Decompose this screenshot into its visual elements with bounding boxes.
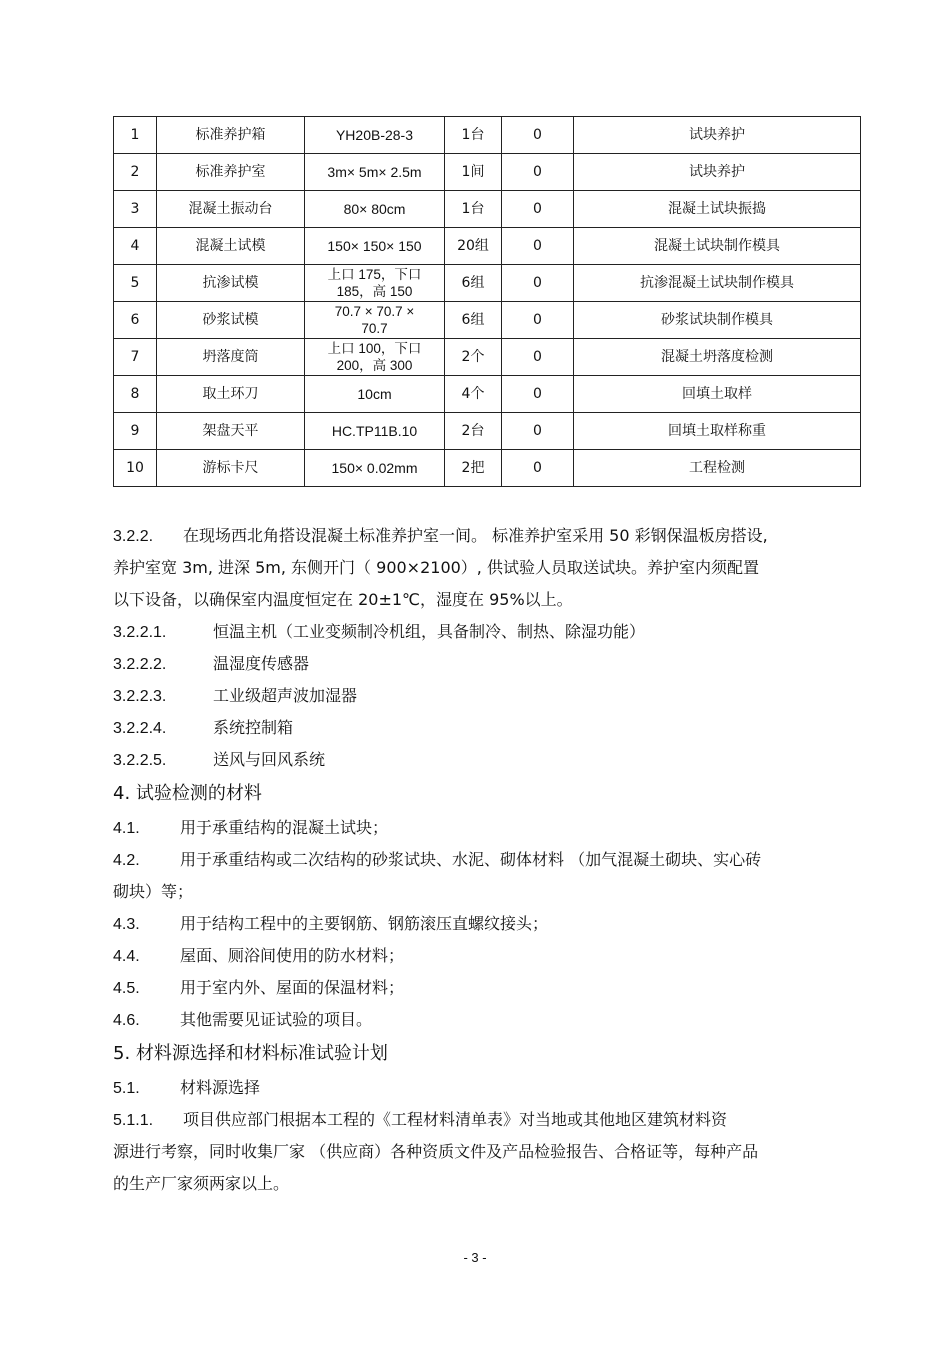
- cell-count: 0: [502, 413, 574, 450]
- table-row: [114, 117, 861, 154]
- cell-number: 8: [114, 376, 157, 413]
- cell-name: 混凝土振动台: [157, 191, 305, 228]
- cell-spec: [305, 450, 445, 487]
- cell-quantity: 4个: [445, 376, 502, 413]
- cell-use: 试块养护: [574, 117, 861, 154]
- cell-number: 5: [114, 265, 157, 302]
- table-row: [114, 228, 861, 265]
- cell-count: 0: [502, 376, 574, 413]
- cell-quantity: 1台: [445, 117, 502, 154]
- cell-spec: [305, 376, 445, 413]
- cell-spec: [305, 302, 445, 339]
- cell-count: 0: [502, 450, 574, 487]
- list-item: 3.2.2.4. 系统控制箱: [113, 718, 294, 737]
- cell-use: 回填土取样称重: [574, 413, 861, 450]
- list-item: 3.2.2.2. 温湿度传感器: [113, 654, 310, 673]
- spec-line: 150× 0.02mm: [331, 459, 418, 476]
- list-item: 4.6. 其他需要见证试验的项目。: [113, 1010, 373, 1029]
- cell-name: 游标卡尺: [157, 450, 305, 487]
- spec-line: 上口 100，下口: [327, 341, 422, 356]
- spec-line: 上口 175，下口: [327, 267, 422, 282]
- cell-quantity: 2台: [445, 413, 502, 450]
- cell-spec: [305, 154, 445, 191]
- equipment-table: [113, 116, 861, 487]
- spec-line: 70.7: [361, 321, 388, 336]
- cell-use: 混凝土试块制作模具: [574, 228, 861, 265]
- cell-count: 0: [502, 154, 574, 191]
- cell-quantity: 6组: [445, 302, 502, 339]
- spec-line: 10cm: [357, 385, 392, 402]
- cell-use: 试块养护: [574, 154, 861, 191]
- cell-spec: [305, 413, 445, 450]
- cell-name: 取土环刀: [157, 376, 305, 413]
- cell-count: 0: [502, 191, 574, 228]
- list-item: 3.2.2.5. 送风与回风系统: [113, 750, 326, 769]
- cell-spec: [305, 265, 445, 302]
- cell-quantity: 20组: [445, 228, 502, 265]
- list-item: 4.4. 屋面、厕浴间使用的防水材料；: [113, 946, 405, 965]
- cell-quantity: 1台: [445, 191, 502, 228]
- cell-use: 混凝土试块振捣: [574, 191, 861, 228]
- table-row: [114, 339, 861, 376]
- spec-line: 70.7 × 70.7 ×: [334, 304, 415, 319]
- spec-line: 3m× 5m× 2.5m: [327, 163, 422, 180]
- cell-spec: [305, 117, 445, 154]
- cell-number: 2: [114, 154, 157, 191]
- cell-name: 标准养护箱: [157, 117, 305, 154]
- cell-quantity: 2个: [445, 339, 502, 376]
- list-item-continuation: 的生产厂家须两家以上。: [113, 1174, 290, 1193]
- table-row: [114, 302, 861, 339]
- cell-quantity: 2把: [445, 450, 502, 487]
- cell-use: 砂浆试块制作模具: [574, 302, 861, 339]
- cell-count: 0: [502, 339, 574, 376]
- cell-use: 回填土取样: [574, 376, 861, 413]
- cell-count: 0: [502, 302, 574, 339]
- cell-number: 9: [114, 413, 157, 450]
- cell-count: 0: [502, 265, 574, 302]
- cell-use: 工程检测: [574, 450, 861, 487]
- cell-use: 混凝土坍落度检测: [574, 339, 861, 376]
- list-item: 3.2.2.3. 工业级超声波加湿器: [113, 686, 358, 705]
- cell-number: 4: [114, 228, 157, 265]
- section-heading: 4. 试验检测的材料: [113, 783, 262, 804]
- table-row: [114, 265, 861, 302]
- cell-count: 0: [502, 117, 574, 154]
- cell-quantity: 1间: [445, 154, 502, 191]
- list-item: 5.1.1. 项目供应部门根据本工程的《工程材料清单表》对当地或其他地区建筑材料资: [113, 1110, 728, 1129]
- cell-spec: [305, 339, 445, 376]
- cell-spec: [305, 191, 445, 228]
- cell-spec: [305, 228, 445, 265]
- cell-name: 砂浆试模: [157, 302, 305, 339]
- cell-use: 抗渗混凝土试块制作模具: [574, 265, 861, 302]
- spec-line: YH20B-28-3: [335, 126, 414, 143]
- cell-quantity: 6组: [445, 265, 502, 302]
- section-3-2-2: [113, 520, 853, 1200]
- list-item: 3.2.2.1. 恒温主机（工业变频制冷机组，具备制冷、制热、除湿功能）: [113, 622, 646, 641]
- cell-name: 坍落度筒: [157, 339, 305, 376]
- table-row: [114, 191, 861, 228]
- list-item: 4.2. 用于承重结构或二次结构的砂浆试块、水泥、砌体材料 （加气混凝土砌块、实心砖: [113, 850, 762, 869]
- cell-number: 6: [114, 302, 157, 339]
- list-item: 4.1. 用于承重结构的混凝土试块；: [113, 818, 389, 837]
- list-item: 5.1. 材料源选择: [113, 1078, 261, 1097]
- spec-line: 185，高 150: [336, 284, 413, 299]
- list-item: 4.3. 用于结构工程中的主要钢筋、钢筋滚压直螺纹接头；: [113, 914, 549, 933]
- table-row: [114, 413, 861, 450]
- cell-name: 混凝土试模: [157, 228, 305, 265]
- section-heading: 5. 材料源选择和材料标准试验计划: [113, 1043, 388, 1064]
- cell-name: 标准养护室: [157, 154, 305, 191]
- list-item-continuation: 源进行考察，同时收集厂家 （供应商）各种资质文件及产品检验报告、合格证等，每种产品: [113, 1142, 759, 1161]
- paragraph-line: 以下设备，以确保室内温度恒定在 20±1℃，湿度在 95%以上。: [113, 590, 573, 609]
- spec-line: HC.TP11B.10: [331, 422, 418, 439]
- cell-number: 7: [114, 339, 157, 376]
- cell-count: 0: [502, 228, 574, 265]
- page-number: - 3 -: [463, 1250, 487, 1265]
- cell-number: 10: [114, 450, 157, 487]
- spec-line: 150× 150× 150: [327, 237, 422, 254]
- spec-line: 80× 80cm: [343, 200, 406, 217]
- spec-line: 200，高 300: [336, 358, 413, 373]
- cell-name: 抗渗试模: [157, 265, 305, 302]
- cell-name: 架盘天平: [157, 413, 305, 450]
- table-row: [114, 154, 861, 191]
- list-item: 4.5. 用于室内外、屋面的保温材料；: [113, 978, 405, 997]
- list-item-continuation: 砌块）等；: [113, 882, 194, 901]
- cell-number: 3: [114, 191, 157, 228]
- paragraph-line: 3.2.2. 在现场西北角搭设混凝土标准养护室一间。 标准养护室采用 50 彩钢保温板房搭设,: [113, 526, 768, 545]
- table-row: [114, 450, 861, 487]
- cell-number: 1: [114, 117, 157, 154]
- table-row: [114, 376, 861, 413]
- paragraph-line: 养护室宽 3m, 进深 5m, 东侧开门（ 900×2100）, 供试验人员取送试块。养护室内须配置: [113, 558, 759, 577]
